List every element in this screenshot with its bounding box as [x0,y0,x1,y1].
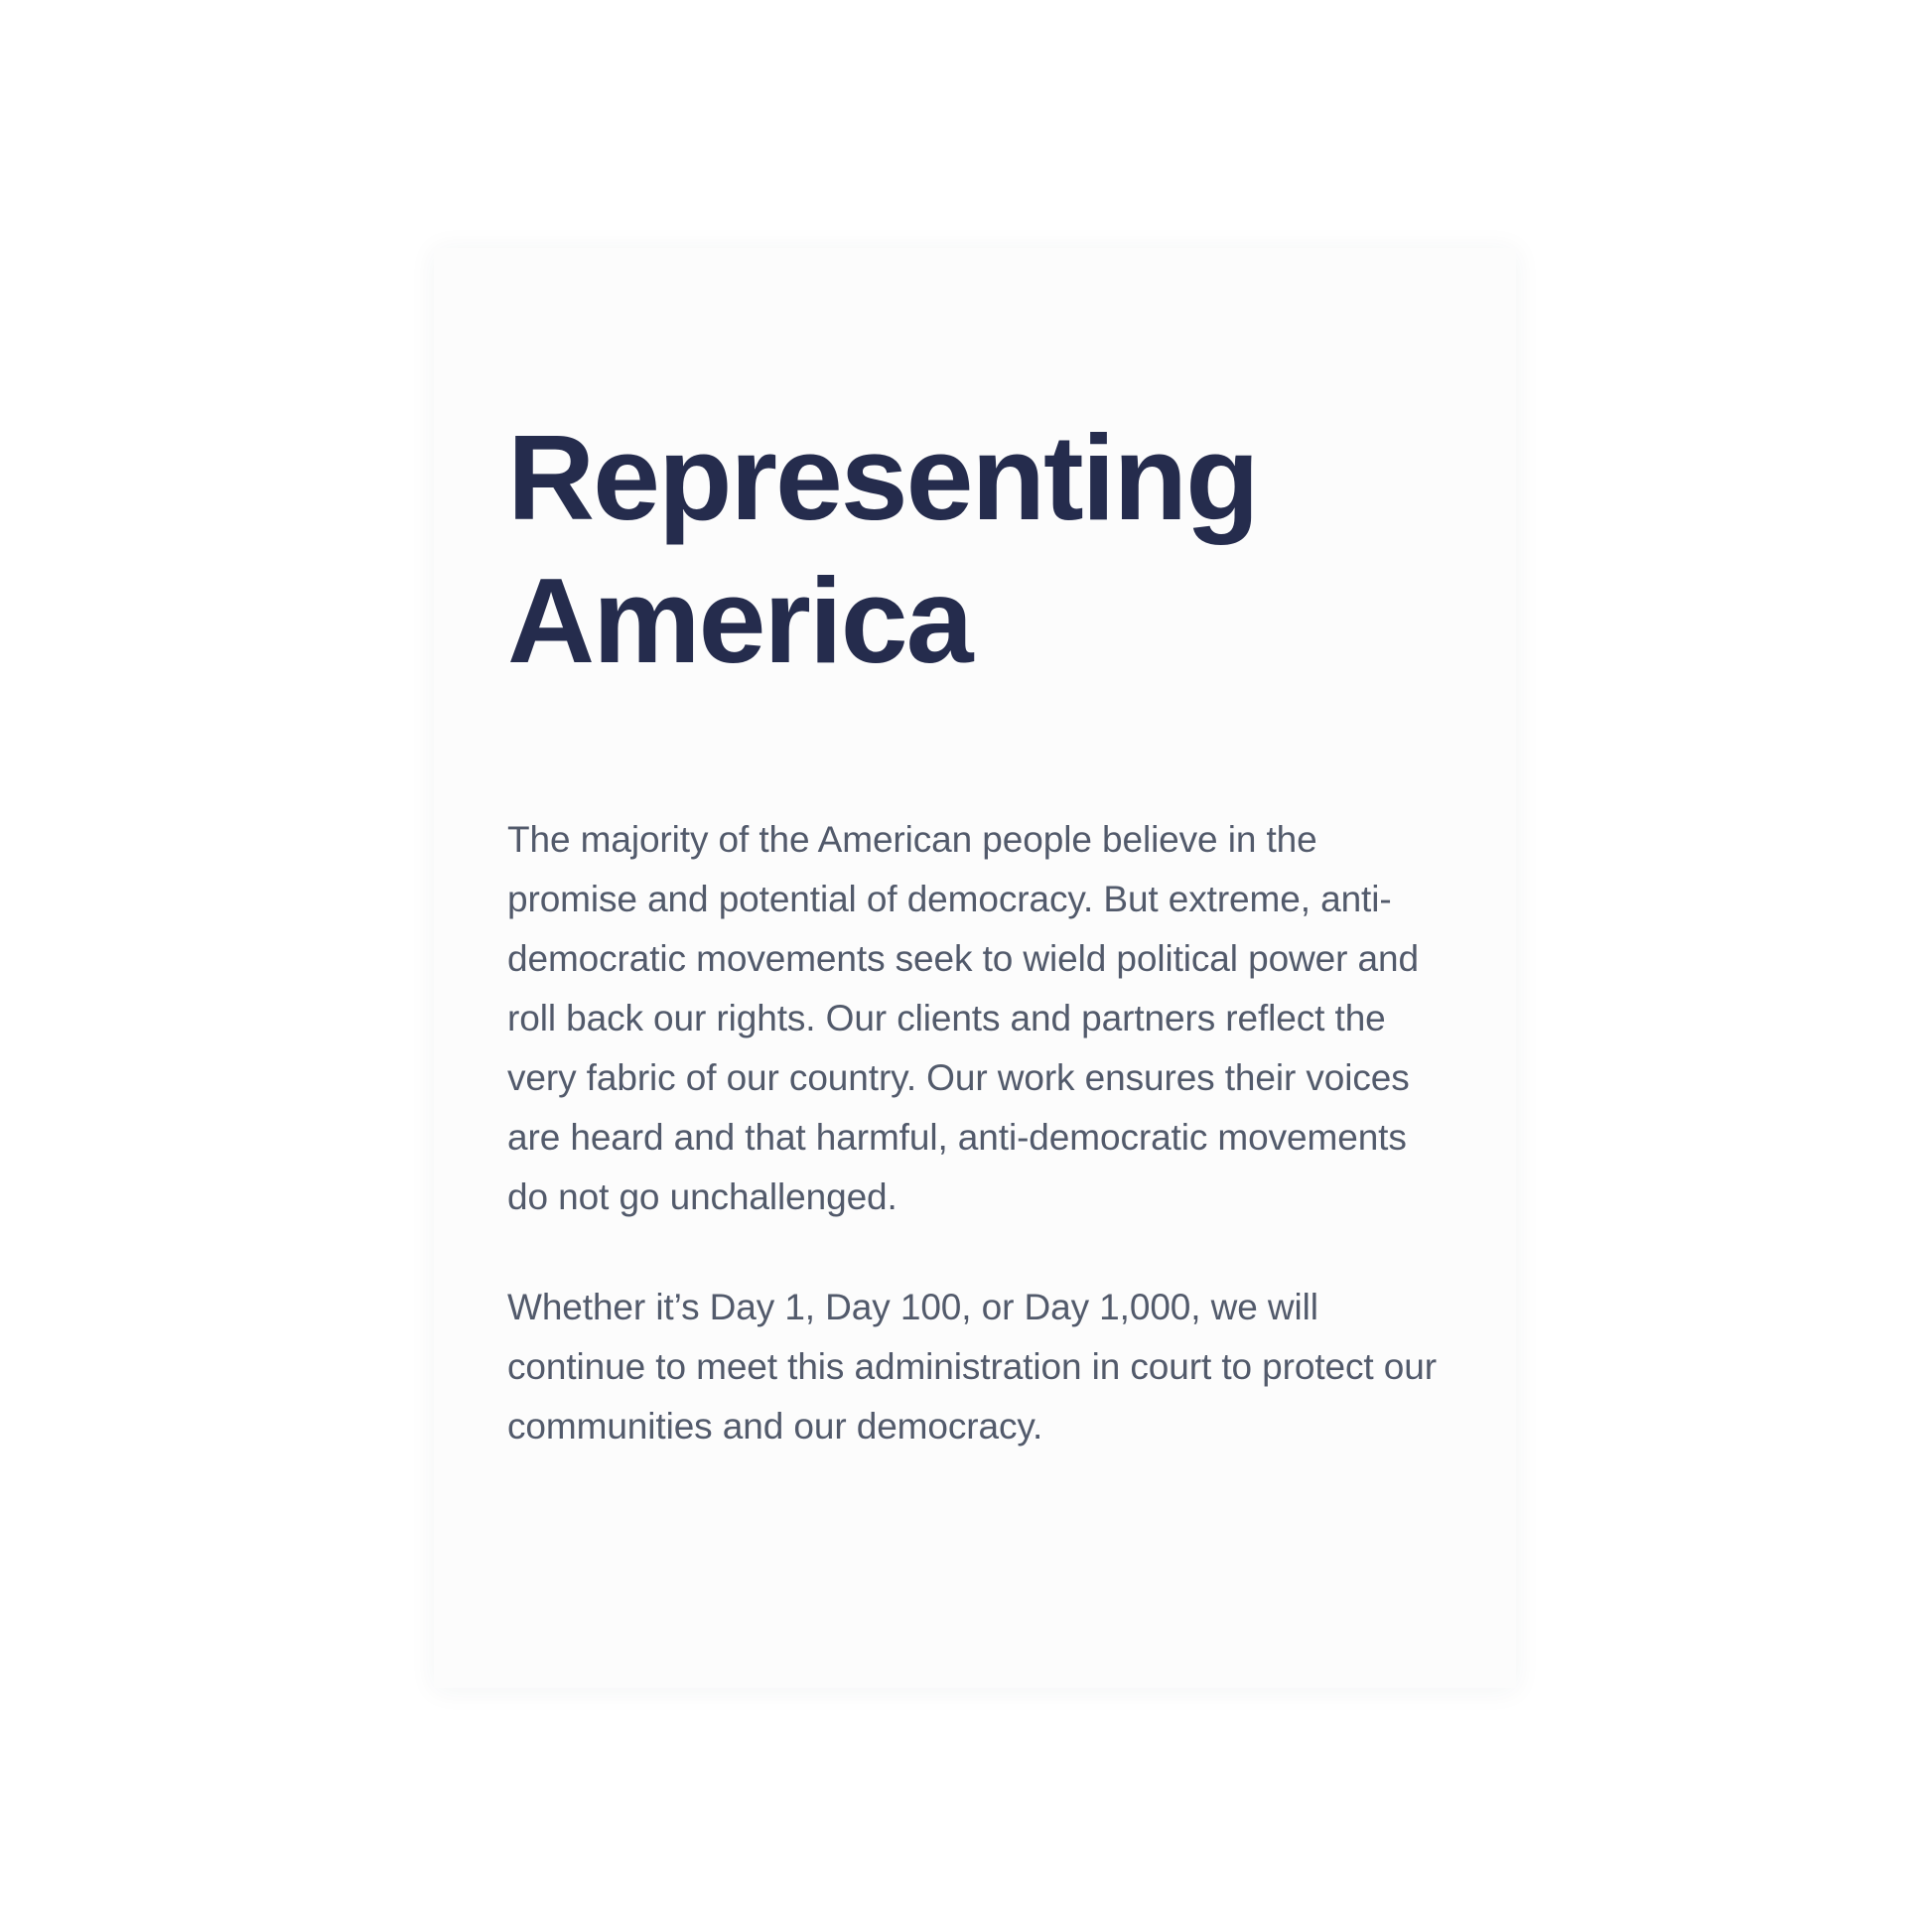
content-card [434,248,1516,1688]
card-inner [507,407,1443,1456]
page-title: Representing America [507,410,1258,688]
paragraph-1: The majority of the American people believe in the promise and potential of democracy. But extreme, anti-democratic movements seek to wield political power and roll back our rights. Our clients and partners reflect the very fabric of our country. Our work ensures their voices are heard and that harmful, anti-democratic movements do not go unchallenged. [507,818,1419,1217]
paragraph-2: Whether it’s Day 1, Day 100, or Day 1,000, we will continue to meet this administration in court to protect our communities and our democracy. [507,1287,1437,1448]
body-copy [507,810,1443,1456]
